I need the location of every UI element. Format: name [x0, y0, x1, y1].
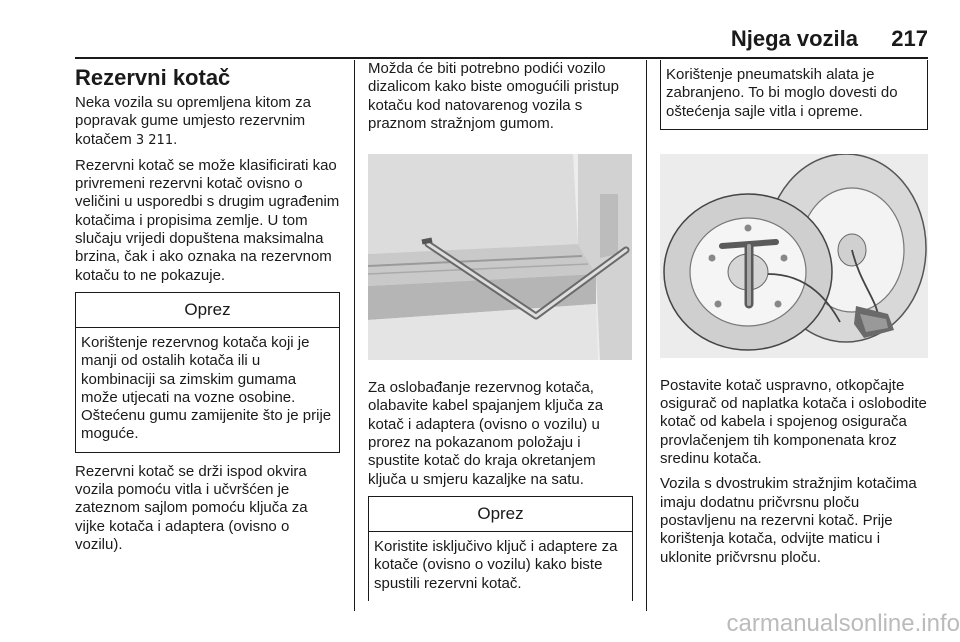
paragraph	[75, 94, 340, 150]
page-number: 217	[891, 26, 928, 51]
spare-wheel-illustration	[660, 154, 928, 358]
caution-box	[75, 292, 340, 453]
column-divider	[646, 60, 647, 611]
paragraph: Rezervni kotač se može klasificirati kao privremeni rezervni kotač ovisno o veličini u usporedbi s drugim ugrađenim kotačima i propisima zemlje. U tom slučaju vrijedi dopuštena maksimalna brzina, čak i ako oznaka na rezervnom kotaču to ne pokazuje.	[75, 156, 340, 284]
paragraph: Postavite kotač uspravno, otkopčajte osigurač od naplatka kotača i oslobodite kotač od kabela i spojenog osigurača provlačenjem tih komponenata kroz sredinu kotača.	[660, 376, 927, 468]
paragraph: Rezervni kotač se drži ispod okvira vozila pomoću vitla i učvršćen je zateznom sajlom pomoću ključa za vijke kotača i adaptera (ovisno o vozilu).	[75, 462, 308, 553]
column-3	[660, 60, 928, 574]
caution-text: Korištenje rezervnog kotača koji je manji od ostalih kotača ili u kombinaciji sa zimskim gumama može utjecati na vozne osobine. Oštećenu gumu zamijenite što je prije moguće.	[81, 333, 332, 443]
page-header	[640, 26, 928, 56]
caution-box-continued	[660, 60, 928, 130]
rear-bumper-wrench-illustration	[368, 154, 632, 360]
paragraph: Za oslobađanje rezervnog kotača, olabavite kabel spajanjem ključa za kotač i adaptera (ovisno o vozilu) u prorez na pokazanom položaju i spustite kotač do kraja okretanjem ključa u smjeru kazaljke na satu.	[368, 379, 604, 488]
header-rule	[75, 57, 928, 59]
caution-heading: Oprez	[369, 497, 632, 532]
paragraph: Možda će biti potrebno podići vozilo dizalicom kako biste omogućili pristup kotaču kod natovarenog vozila s praznom stražnjom gumom.	[368, 60, 619, 132]
caution-box	[368, 496, 633, 601]
paragraph: Vozila s dvostrukim stražnjim kotačima imaju dodatnu pričvrsnu ploču postavljenu na rezervni kotač. Prije korištenja kotača, odvijte maticu i uklonite pričvrsnu ploču.	[660, 475, 917, 566]
column-2	[368, 60, 633, 611]
paragraph-text: Neka vozila su opremljena kitom za popravak gume umjesto rezervnim kotačem	[75, 94, 311, 148]
column-1	[75, 60, 340, 561]
page-reference-link[interactable]: 3 211.	[135, 132, 178, 148]
caution-heading: Oprez	[76, 293, 339, 328]
column-divider	[354, 60, 355, 611]
caution-text: Korištenje pneumatskih alata je zabranjeno. To bi moglo dovesti do oštećenja sajle vitla i opreme.	[666, 66, 898, 120]
section-title: Rezervni kotač	[75, 65, 231, 90]
section-name: Njega vozila	[730, 26, 858, 51]
watermark-text: carmanualsonline.info	[726, 610, 960, 637]
caution-text: Koristite isključivo ključ i adaptere za kotače (ovisno o vozilu) kako biste spustili rezervni kotač.	[374, 537, 618, 592]
